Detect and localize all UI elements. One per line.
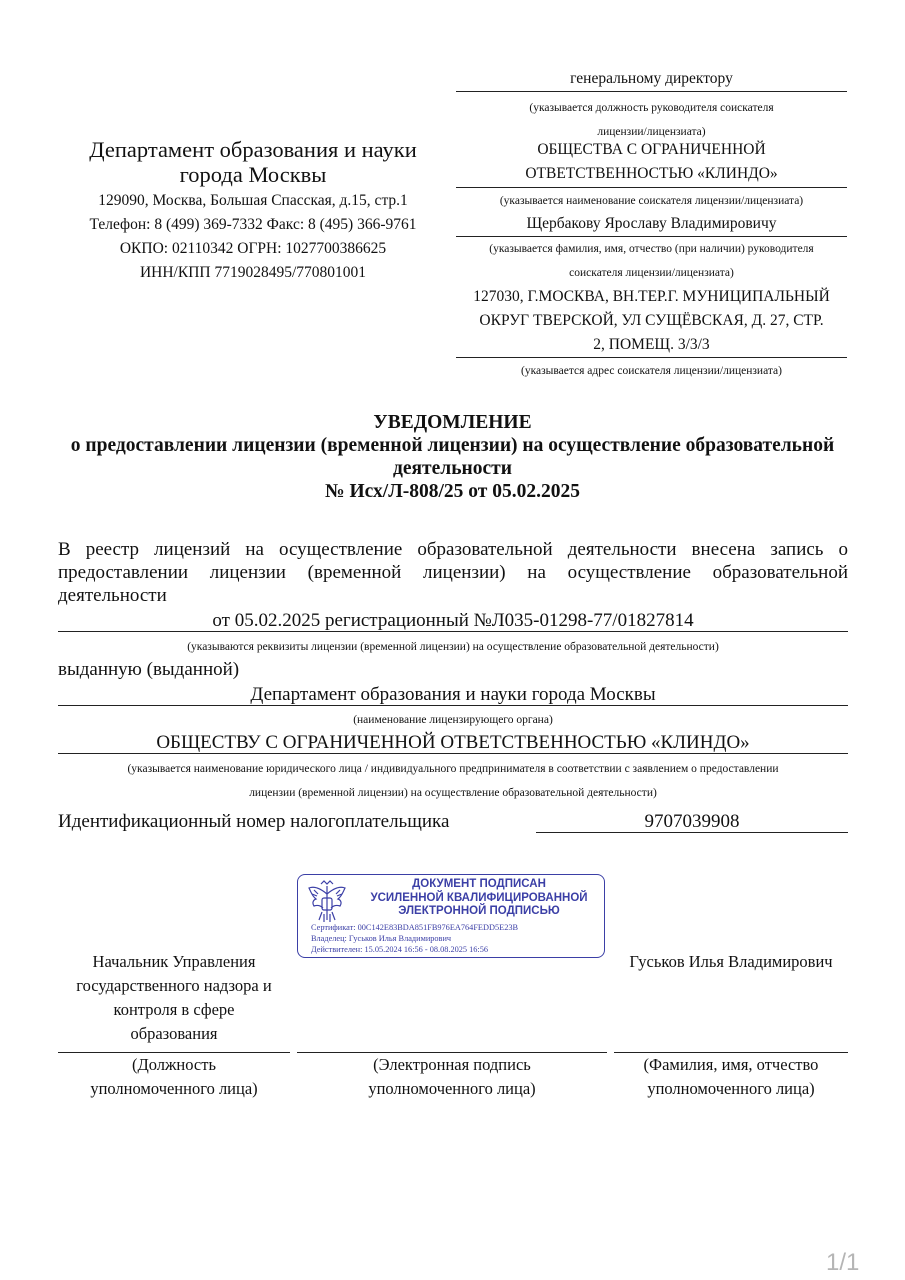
esign-signature-caption (297, 1053, 607, 1101)
license-details-line (58, 631, 848, 632)
cap3-line2: уполномоченного лица) (647, 1079, 815, 1098)
addressee-person-caption (456, 237, 847, 285)
body-paragraph (58, 538, 848, 607)
signer-position-line3: контроля в сфере (113, 1000, 235, 1019)
addressee-address (456, 285, 847, 357)
signer-name: Гуськов Илья Владимирович (629, 952, 833, 971)
position-caption-line2: лицензии/лицензиата) (597, 126, 706, 138)
stamp-title (354, 878, 604, 919)
notice-header (30, 411, 875, 503)
cap1-line2: уполномоченного лица) (90, 1079, 258, 1098)
department-details (58, 189, 448, 285)
page-counter: 1/1 (826, 1249, 860, 1276)
recipient-caption-line2: лицензии (временной лицензии) на осуществление образовательной деятельности) (249, 787, 657, 799)
inn-value: 9707039908 (644, 811, 740, 832)
department-inn-kpp: ИНН/КПП 7719028495/770801001 (139, 264, 367, 281)
name-signature-caption (614, 1053, 848, 1101)
person-caption-line1: (указывается фамилия, имя, отчество (при наличии) руководителя (489, 243, 814, 255)
addressee-address-line1: 127030, Г.МОСКВА, ВН.ТЕР.Г. МУНИЦИПАЛЬНЫЙ (473, 288, 830, 305)
addressee-position: генеральному директору (570, 70, 733, 87)
addressee-org-line2: ОТВЕТСТВЕННОСТЬЮ «КЛИНДО» (525, 165, 778, 182)
stamp-valid: Действителен: 15.05.2024 16:56 - 08.08.2025 16:56 (311, 945, 489, 954)
addressee-position-caption (456, 96, 847, 144)
department-name-line1: Департамент образования и науки (89, 137, 417, 162)
body-para-line3: деятельности (58, 585, 167, 606)
recipient-line (58, 753, 848, 754)
inn-label: Идентификационный номер налогоплательщика (58, 811, 450, 832)
addressee-org (456, 138, 847, 186)
person-caption-line2: соискателя лицензии/лицензиата) (569, 267, 734, 279)
position-caption-line1: (указывается должность руководителя соискателя (529, 102, 774, 114)
addressee-org-line1: ОБЩЕСТВА С ОГРАНИЧЕННОЙ (537, 141, 766, 158)
inn-line (536, 832, 848, 833)
signer-position (58, 950, 290, 1046)
license-caption: (указываются реквизиты лицензии (временной лицензии) на осуществление образовательной деятельности) (187, 641, 719, 653)
department-name-line2: города Москвы (179, 162, 327, 187)
notice-subtitle-line1: о предоставлении лицензии (временной лицензии) на осуществление образовательной (70, 435, 835, 456)
signer-position-line4: образования (130, 1024, 218, 1043)
department-name (58, 137, 448, 187)
signer-position-line1: Начальник Управления (92, 952, 256, 971)
addressee-org-caption: (указывается наименование соискателя лицензии/лицензиата) (499, 195, 804, 207)
recipient-caption-line1: (указывается наименование юридического лица / индивидуального предпринимателя в соответствии с заявлением о предоставлении (127, 763, 779, 775)
recipient-caption (40, 757, 866, 805)
department-address: 129090, Москва, Большая Спасская, д.15, стр.1 (98, 192, 408, 209)
issuer-name: Департамент образования и науки города Москвы (250, 684, 656, 705)
e-signature-stamp (297, 874, 605, 958)
notice-title: УВЕДОМЛЕНИЕ (373, 412, 532, 433)
addressee-person: Щербакову Ярославу Владимировичу (526, 215, 777, 232)
addressee-address-line (456, 357, 847, 358)
issued-label: выданную (выданной) (58, 659, 240, 680)
stamp-certificate: Сертификат: 00C142E83BDA851FB976EA764FEDD5E23B (311, 923, 519, 932)
stamp-title-line2: УСИЛЕННОЙ КВАЛИФИЦИРОВАННОЙ (370, 891, 588, 904)
stamp-title-line3: ЭЛЕКТРОННОЙ ПОДПИСЬЮ (398, 905, 560, 917)
addressee-position-line (456, 91, 847, 92)
addressee-address-line2: ОКРУГ ТВЕРСКОЙ, УЛ СУЩЁВСКАЯ, Д. 27, СТР. (479, 312, 824, 329)
department-okpo-ogrn: ОКПО: 02110342 ОГРН: 1027700386625 (119, 240, 387, 257)
cap1-line1: (Должность (132, 1055, 216, 1074)
department-phones: Телефон: 8 (499) 369-7332 Факс: 8 (495) 366-9761 (89, 216, 417, 233)
license-details: от 05.02.2025 регистрационный №Л035-01298-77/01827814 (212, 610, 694, 631)
notice-number: № Исх/Л-808/25 от 05.02.2025 (325, 481, 580, 502)
coat-of-arms-icon (306, 880, 348, 924)
cap2-line1: (Электронная подпись (373, 1055, 531, 1074)
addressee-address-line3: 2, ПОМЕЩ. 3/3/3 (593, 336, 710, 353)
addressee-org-line (456, 187, 847, 188)
recipient-name: ОБЩЕСТВУ С ОГРАНИЧЕННОЙ ОТВЕТСТВЕННОСТЬЮ «КЛИНДО» (156, 732, 750, 753)
cap2-line2: уполномоченного лица) (368, 1079, 536, 1098)
notice-subtitle-line2: деятельности (392, 458, 512, 479)
cap3-line1: (Фамилия, имя, отчество (643, 1055, 819, 1074)
signer-position-line2: государственного надзора и (76, 976, 272, 995)
body-para-line2: предоставлении лицензии (временной лицензии) на осуществление образовательной (58, 562, 848, 583)
position-signature-caption (58, 1053, 290, 1101)
stamp-title-line1: ДОКУМЕНТ ПОДПИСАН (412, 878, 546, 890)
issuer-line (58, 705, 848, 706)
body-para-line1: В реестр лицензий на осуществление образовательной деятельности внесена запись о (58, 539, 848, 560)
addressee-address-caption: (указывается адрес соискателя лицензии/лицензиата) (521, 365, 782, 377)
stamp-owner: Владелец: Гуськов Илья Владимирович (311, 934, 452, 943)
issuer-caption: (наименование лицензирующего органа) (353, 714, 553, 726)
